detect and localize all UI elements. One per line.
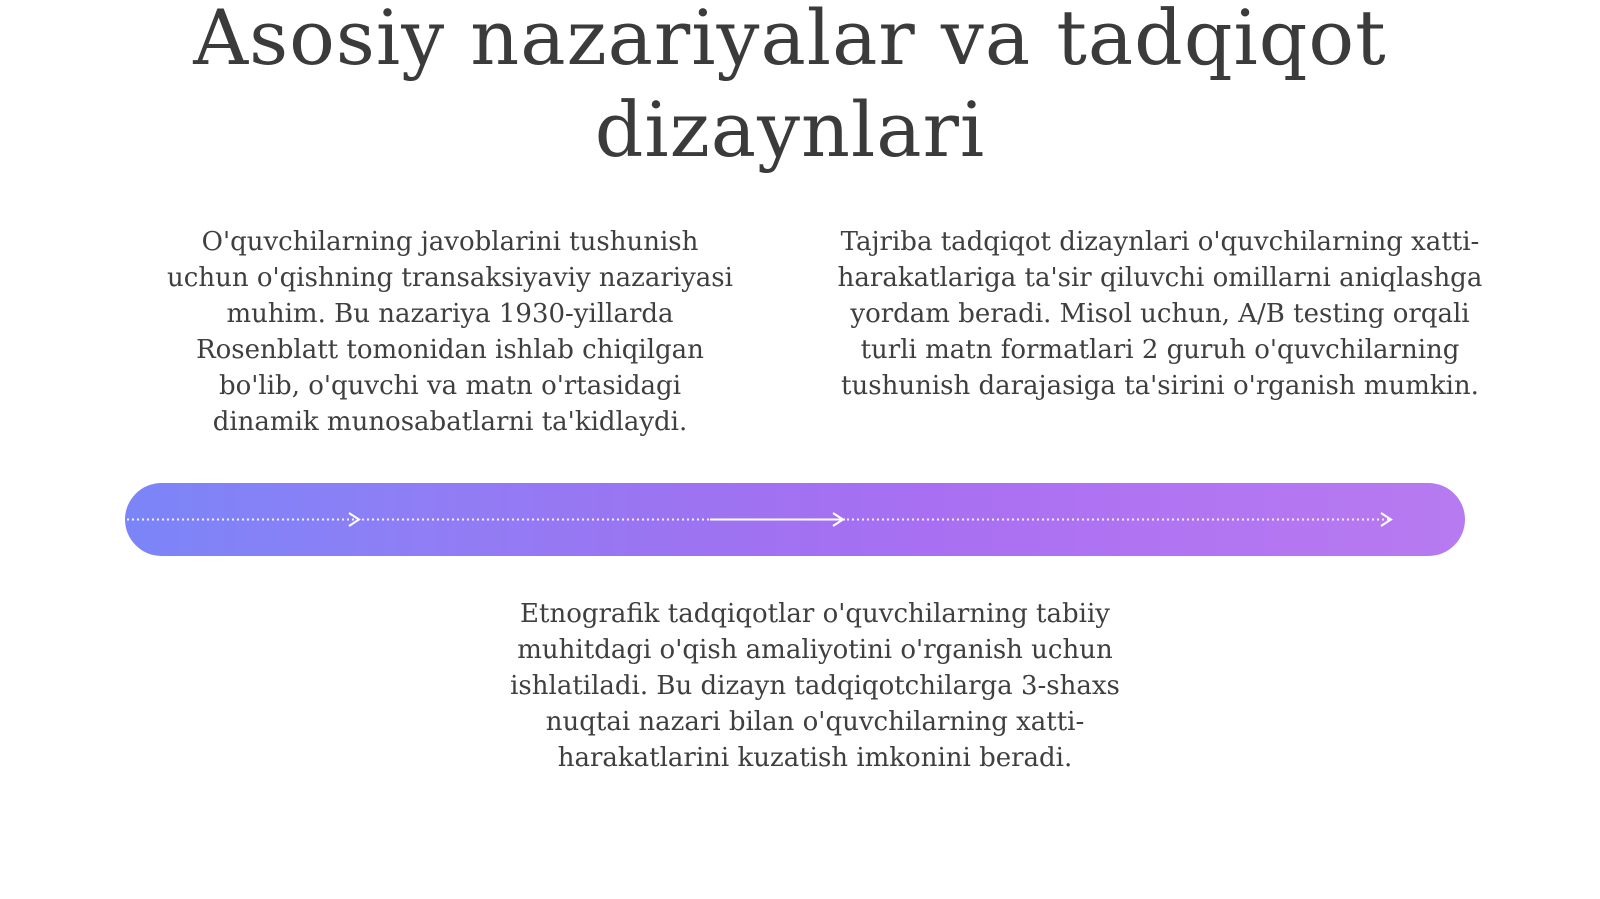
timeline-bar [125,483,1465,556]
text-block-experimental-design: Tajriba tadqiqot dizaynlari o'quvchilarning xatti-harakatlariga ta'sir qiluvchi omillarni aniqlashga yordam beradi. Misol uchun, A/B testing orqali turli matn formatlari 2 guruh o'quvchilarning tushunish darajasiga ta'sirini o'rganish mumkin. [837,227,1483,401]
text-block-ethnographic-research: Etnografik tadqiqotlar o'quvchilarning tabiiy muhitdagi o'qish amaliyotini o'rganish uchun ishlatiladi. Bu dizayn tadqiqotchilarga 3-shaxs nuqtai nazari bilan o'quvchilarning xatti-harakatlarini kuzatish imkonini beradi. [510,599,1120,773]
slide-title: Asosiy nazariyalar va tadqiqot dizaynlari [193,0,1387,174]
text-block-transactional-theory: O'quvchilarning javoblarini tushunish uchun o'qishning transaksiyaviy nazariyasi muhim. Bu nazariya 1930-yillarda Rosenblatt tomonidan ishlab chiqilgan bo'lib, o'quvchi va matn o'rtasidagi dinamik munosabatlarni ta'kidlaydi. [167,227,733,437]
timeline-arrows [125,483,1465,556]
